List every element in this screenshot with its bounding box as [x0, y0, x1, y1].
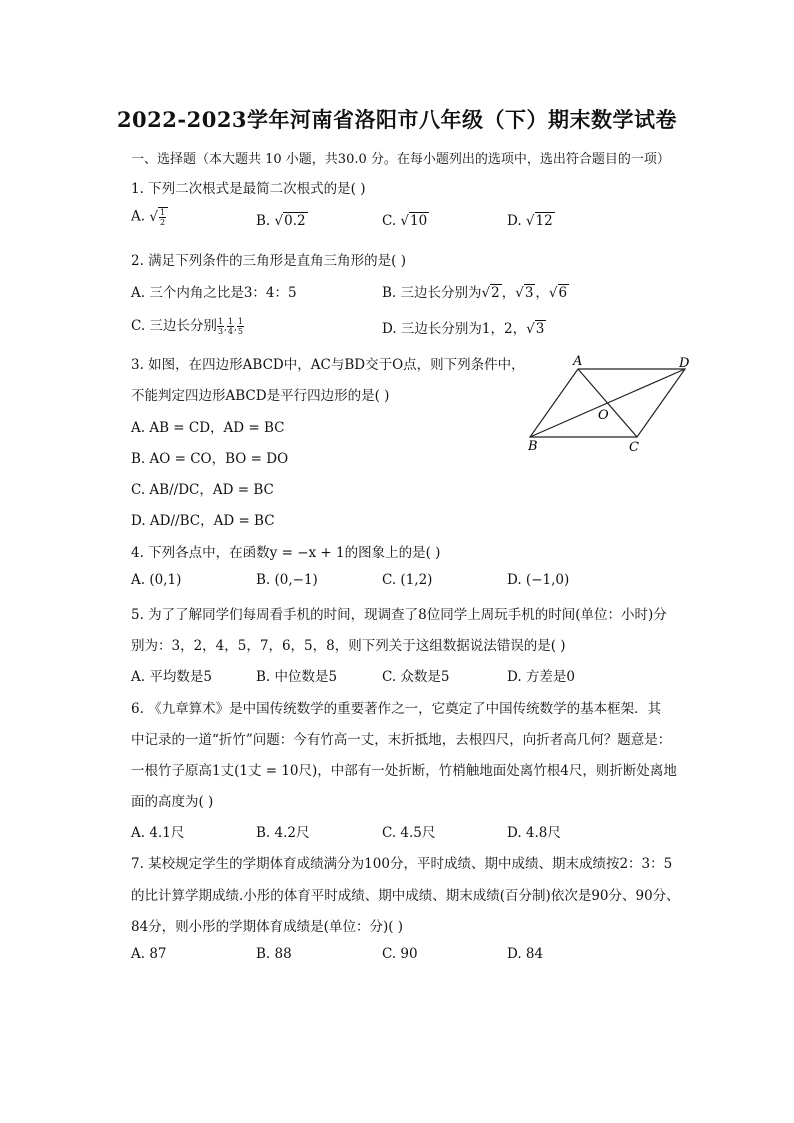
q3-option-c: C. AB//DC，AD = BC: [131, 482, 274, 498]
q6-stem-line4: 面的高度为( ): [131, 794, 214, 810]
q3-option-a: A. AB = CD，AD = BC: [131, 420, 285, 436]
q6-stem-line1: 6. 《九章算术》是中国传统数学的重要著作之一，它奠定了中国传统数学的基本框架．其: [131, 701, 662, 717]
q6-option-c: C. 4.5尺: [382, 825, 436, 841]
q6-option-b: B. 4.2尺: [256, 825, 310, 841]
q5-option-d: D. 方差是0: [507, 669, 576, 685]
label-b: B: [528, 439, 538, 454]
q6-option-d: D. 4.8尺: [507, 825, 561, 841]
section-heading: 一、选择题（本大题共 10 小题，共30.0 分。在每小题列出的选项中，选出符合题目的一项）: [131, 152, 670, 167]
q7-option-c: C. 90: [382, 946, 418, 962]
q4-stem: 4. 下列各点中，在函数y = −x + 1的图象上的是( ): [131, 545, 441, 561]
q7-option-b: B. 88: [256, 946, 292, 962]
q1-option-a: A. √ $\frac{1}{2}$: [131, 207, 168, 227]
q5-option-a: A. 平均数是5: [131, 669, 212, 685]
q1-option-c: C. √10: [382, 213, 428, 229]
q6-stem-line3: 一根竹子原高1丈(1丈 = 10尺)，中部有一处折断，竹梢触地面处离竹根4尺，则折断处离地: [131, 763, 677, 779]
q4-option-c: C. (1,2): [382, 572, 433, 588]
q7-option-d: D. 84: [507, 946, 544, 962]
q2-option-b: B. 三边长分别为√2 ，√3 ，√6: [382, 285, 568, 301]
q7-stem-line3: 84分，则小彤的学期体育成绩是(单位：分)( ): [131, 919, 404, 935]
q2-option-a: A. 三个内角之比是3：4：5: [131, 285, 297, 301]
label-o: O: [598, 408, 609, 423]
q2-option-c: C. 三边长分别 $\frac{1}{3}$ , $\frac{1}{4}$ , $\frac{1}{5}$: [131, 317, 243, 336]
q1-option-d: D. √12: [507, 213, 553, 229]
q4-option-d: D. (−1,0): [507, 572, 570, 588]
q3-stem-line1: 3. 如图，在四边形ABCD中，AC与BD交于O点，则下列条件中，: [131, 357, 525, 373]
parallelogram-figure: [520, 350, 700, 460]
label-a: A: [573, 354, 583, 369]
q4-option-a: A. (0,1): [131, 572, 182, 588]
q4-option-b: B. (0,−1): [256, 572, 318, 588]
q2-option-d: D. 三边长分别为1，2，√3: [382, 321, 545, 337]
page-title: 2022-2023学年河南省洛阳市八年级（下）期末数学试卷: [116, 107, 678, 132]
q5-stem-line1: 5. 为了了解同学们每周看手机的时间，现调查了8位同学上周玩手机的时间(单位：小时)分: [131, 607, 667, 623]
q7-stem-line1: 7. 某校规定学生的学期体育成绩满分为100分，平时成绩、期中成绩、期末成绩按2：3：5: [131, 856, 673, 872]
q5-option-c: C. 众数是5: [382, 669, 450, 685]
q6-stem-line2: 中记录的一道“折竹”问题：今有竹高一丈，末折抵地，去根四尺，向折者高几何？题意是：: [131, 732, 672, 748]
q1-option-b: B. √0.2: [256, 213, 306, 229]
q3-option-b: B. AO = CO，BO = DO: [131, 451, 289, 467]
diagonal-bd: [530, 369, 685, 437]
q5-option-b: B. 中位数是5: [256, 669, 338, 685]
q6-option-a: A. 4.1尺: [131, 825, 185, 841]
q1-stem: 1. 下列二次根式是最简二次根式的是( ): [131, 181, 366, 197]
label-d: D: [679, 356, 690, 371]
q2-stem: 2. 满足下列条件的三角形是直角三角形的是( ): [131, 253, 406, 269]
q5-stem-line2: 别为：3，2，4，5，7，6，5，8，则下列关于这组数据说法错误的是( ): [131, 638, 566, 654]
q3-stem-line2: 不能判定四边形ABCD是平行四边形的是( ): [131, 388, 390, 404]
sqrt-symbol: √ $\frac{1}{2}$: [149, 207, 168, 227]
label-c: C: [629, 440, 639, 455]
q7-option-a: A. 87: [131, 946, 167, 962]
q7-stem-line2: 的比计算学期成绩.小彤的体育平时成绩、期中成绩、期末成绩(百分制)依次是90分、90分、: [131, 888, 680, 904]
q3-option-d: D. AD//BC，AD = BC: [131, 513, 275, 529]
